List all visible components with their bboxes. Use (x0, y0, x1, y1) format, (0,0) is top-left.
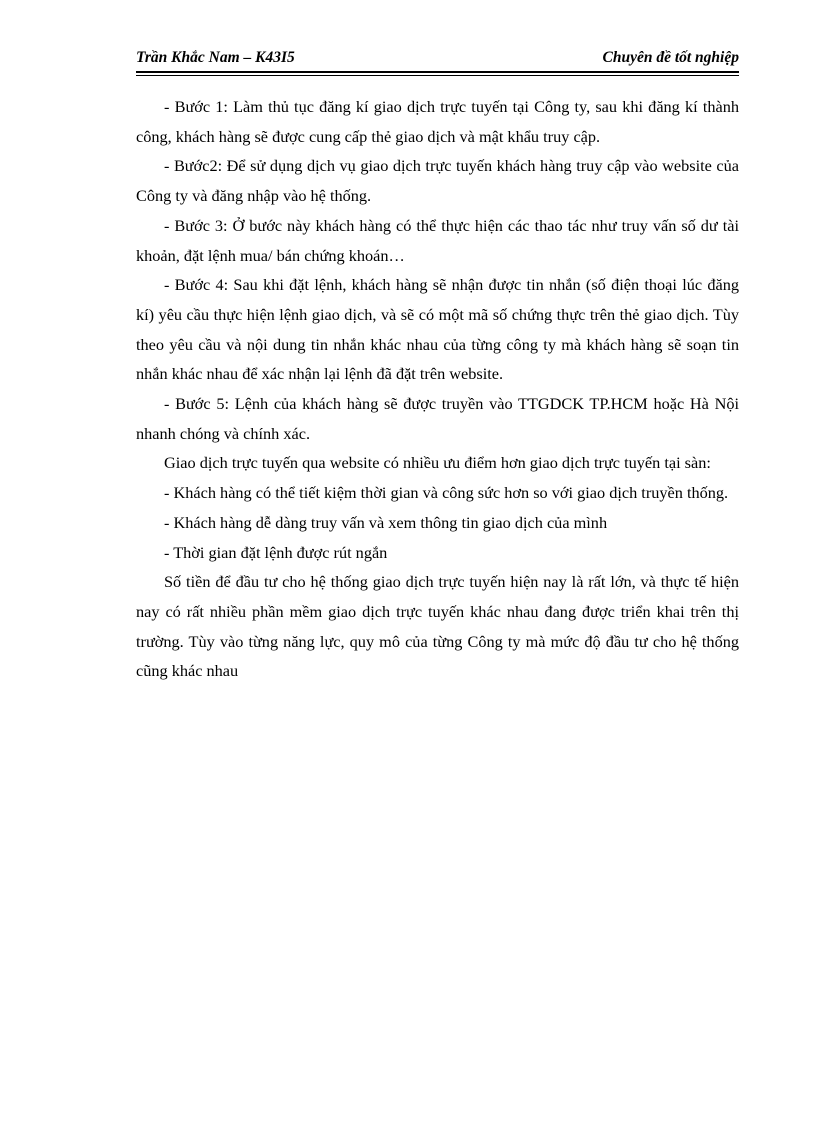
paragraph-step-5: - Bước 5: Lệnh của khách hàng sẽ được truyền vào TTGDCK TP.HCM hoặc Hà Nội nhanh chóng và chính xác. (136, 394, 739, 443)
header-rule-thick (136, 71, 739, 73)
header-title: Chuyên đề tốt nghiệp (602, 49, 739, 66)
paragraph-advantage-1: - Khách hàng có thể tiết kiệm thời gian và công sức hơn so với giao dịch truyền thống. (164, 483, 729, 503)
paragraph-step-2: - Bước2: Để sử dụng dịch vụ giao dịch trực tuyến khách hàng truy cập vào website của Công ty và đăng nhập vào hệ thống. (136, 156, 739, 206)
paragraph-investment: Số tiền để đầu tư cho hệ thống giao dịch trực tuyến hiện nay là rất lớn, và thực tế hiện nay có rất nhiều phần mềm giao dịch trực tuyến khác nhau đang được triển khai trên thị trường. Tùy vào từng năng lực, quy mô của từng Công ty mà mức độ đầu tư cho hệ thống cũng khác nhau (136, 572, 739, 681)
paragraph-step-1: - Bước 1: Làm thủ tục đăng kí giao dịch trực tuyến tại Công ty, sau khi đăng kí thành công, khách hàng sẽ được cung cấp thẻ giao dịch và mật khẩu truy cập. (136, 97, 739, 146)
header-rule-thin (136, 75, 739, 76)
header-author: Trần Khắc Nam – K43I5 (136, 49, 295, 66)
paragraph-advantage-2: - Khách hàng dễ dàng truy vấn và xem thông tin giao dịch của mình (164, 512, 608, 532)
paragraph-step-3: - Bước 3: Ở bước này khách hàng có thể thực hiện các thao tác như truy vấn số dư tài khoản, đặt lệnh mua/ bán chứng khoán… (136, 215, 739, 265)
paragraph-advantage-3: - Thời gian đặt lệnh được rút ngắn (164, 542, 388, 562)
paragraph-step-4: - Bước 4: Sau khi đặt lệnh, khách hàng sẽ nhận được tin nhắn (số điện thoại lúc đăng kí) yêu cầu thực hiện lệnh giao dịch, và sẽ có một mã số chứng thực trên thẻ giao dịch. Tùy theo yêu cầu và nội dung tin nhắn khác nhau của từng công ty mà khách hàng sẽ soạn tin nhắn khác nhau để xác nhận lại lệnh đã đặt trên website. (136, 275, 739, 384)
document-body (136, 92, 739, 686)
page-header (136, 49, 739, 71)
paragraph-advantages-intro: Giao dịch trực tuyến qua website có nhiều ưu điểm hơn giao dịch trực tuyến tại sàn: (164, 453, 711, 473)
